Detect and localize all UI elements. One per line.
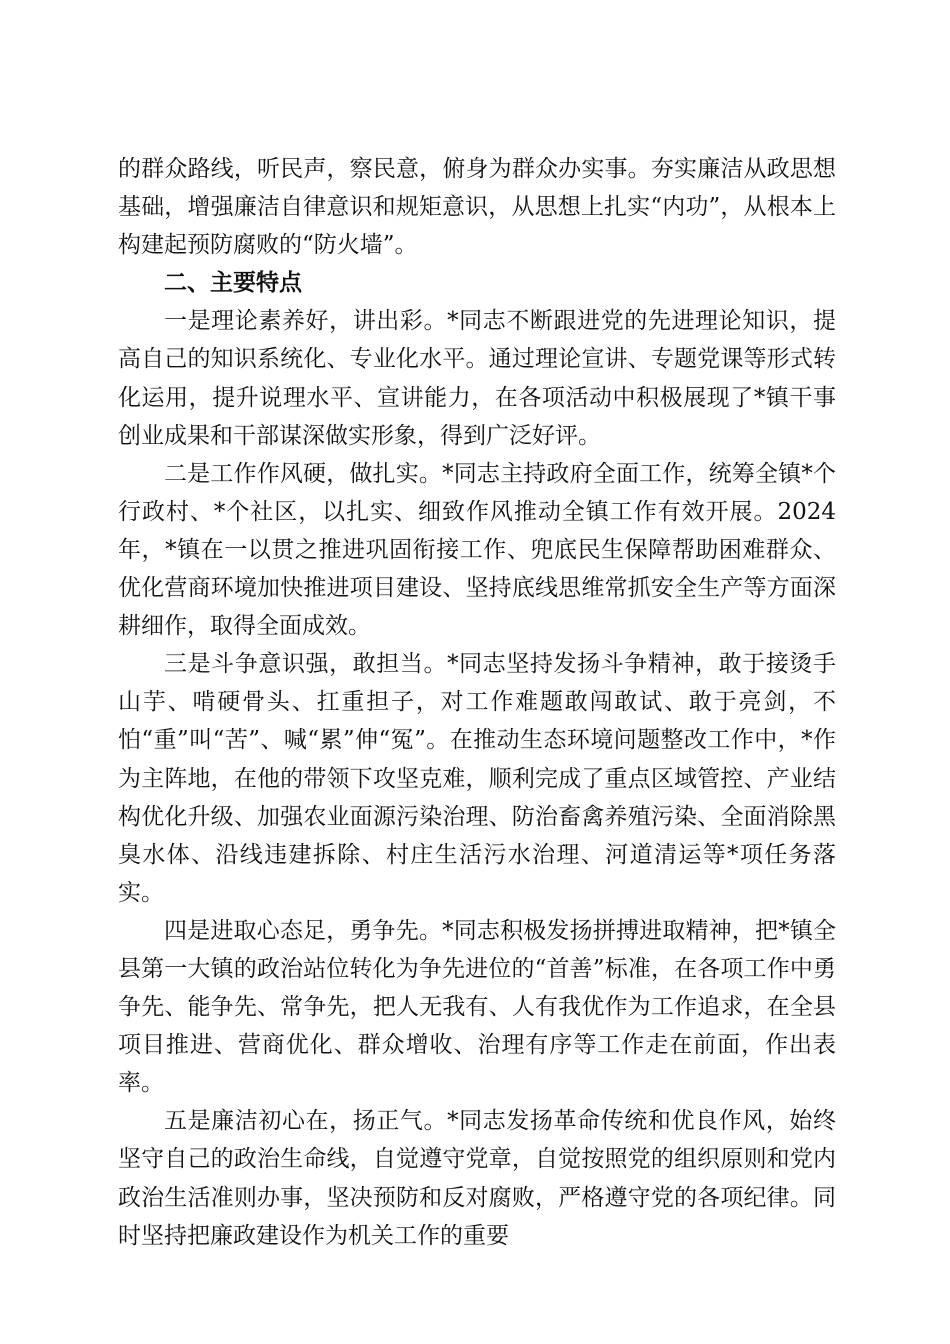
section-heading: 二、主要特点 [164,269,302,297]
document-body [118,150,836,1255]
paragraph-work-style: 二是工作作风硬，做扎实。*同志主持政府全面工作，统筹全镇*个行政村、*个社区，以扎实、细致作风推动全镇工作有效开展。2024年，*镇在一以贯之推进巩固衔接工作、兜底民生保障帮助困难群众、优化营商环境加快推进项目建设、坚持底线思维常抓安全生产等方面深耕细作，取得全面成效。 [118,460,836,640]
intro-paragraph: 的群众路线，听民声，察民意，俯身为群众办实事。夯实廉洁从政思想基础，增强廉洁自律意识和规矩意识，从思想上扎实“内功”，从根本上构建起预防腐败的“防火墙”。 [118,156,836,259]
paragraph-theory: 一是理论素养好，讲出彩。*同志不断跟进党的先进理论知识，提高自己的知识系统化、专业化水平。通过理论宣讲、专题党课等形式转化运用，提升说理水平、宣讲能力，在各项活动中积极展现了*镇干事创业成果和干部谋深做实形象，得到广泛好评。 [118,308,836,449]
paragraph-enterprise: 四是进取心态足，勇争先。*同志积极发扬拼搏进取精神，把*镇全县第一大镇的政治站位转化为争先进位的“首善”标准，在各项工作中勇争先、能争先、常争先，把人无我有、人有我优作为工作追求，在全县项目推进、营商优化、群众增收、治理有序等工作走在前面，作出表率。 [118,917,836,1097]
paragraph-struggle: 三是斗争意识强，敢担当。*同志坚持发扬斗争精神，敢于接烫手山芋、啃硬骨头、扛重担子，对工作难题敢闯敢试、敢于亮剑，不怕“重”叫“苦”、喊“累”伸“冤”。在推动生态环境问题整改工作中，*作为主阵地，在他的带领下攻坚克难，顺利完成了重点区域管控、产业结构优化升级、加强农业面源污染治理、防治畜禽养殖污染、全面消除黑臭水体、沿线违建拆除、村庄生活污水治理、河道清运等*项任务落实。 [118,651,836,906]
paragraph-integrity: 五是廉洁初心在，扬正气。*同志发扬革命传统和优良作风，始终坚守自己的政治生命线，自觉遵守党章，自觉按照党的组织原则和党内政治生活准则办事，坚决预防和反对腐败，严格遵守党的各项纪律。同时坚持把廉政建设作为机关工作的重要 [118,1108,836,1249]
